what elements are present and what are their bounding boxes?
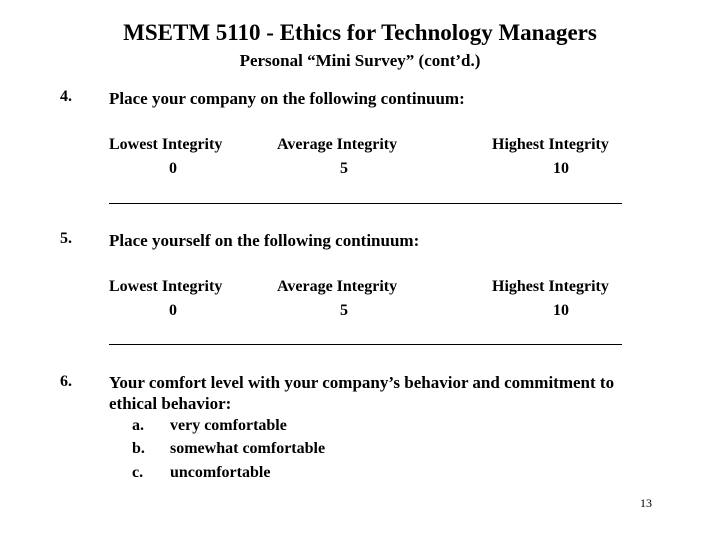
- question-number: 5.: [60, 230, 72, 247]
- scale-high-value: 10: [553, 302, 569, 319]
- option-a-letter: a.: [132, 417, 144, 434]
- scale-mid-value: 5: [340, 302, 348, 319]
- scale-mid-value: 5: [340, 160, 348, 177]
- option-c-text[interactable]: uncomfortable: [170, 464, 271, 481]
- option-b-letter: b.: [132, 440, 145, 457]
- question-text: Place yourself on the following continuum:: [109, 231, 420, 250]
- scale-low-label: Lowest Integrity: [109, 278, 223, 295]
- question-number: 4.: [60, 88, 72, 105]
- option-b-text[interactable]: somewhat comfortable: [170, 440, 326, 457]
- scale-low-value: 0: [169, 302, 177, 319]
- question-text-line-1: Your comfort level with your company’s behavior and commitment to: [109, 373, 615, 392]
- scale-low-value: 0: [169, 160, 177, 177]
- scale-low-label: Lowest Integrity: [109, 136, 223, 153]
- scale-high-label: Highest Integrity: [492, 278, 609, 295]
- continuum-line[interactable]: [109, 344, 622, 345]
- option-a-text[interactable]: very comfortable: [170, 417, 287, 434]
- page-subtitle: Personal “Mini Survey” (cont’d.): [239, 51, 481, 70]
- scale-high-value: 10: [553, 160, 569, 177]
- continuum-line[interactable]: [109, 203, 622, 204]
- question-number: 6.: [60, 373, 72, 390]
- question-text-line-2: ethical behavior:: [109, 394, 232, 413]
- page-title: MSETM 5110 - Ethics for Technology Managers: [123, 20, 597, 45]
- scale-high-label: Highest Integrity: [492, 136, 609, 153]
- page-number: 13: [640, 496, 652, 510]
- question-text: Place your company on the following continuum:: [109, 89, 465, 108]
- scale-mid-label: Average Integrity: [277, 136, 398, 153]
- scale-mid-label: Average Integrity: [277, 278, 398, 295]
- option-c-letter: c.: [132, 464, 144, 481]
